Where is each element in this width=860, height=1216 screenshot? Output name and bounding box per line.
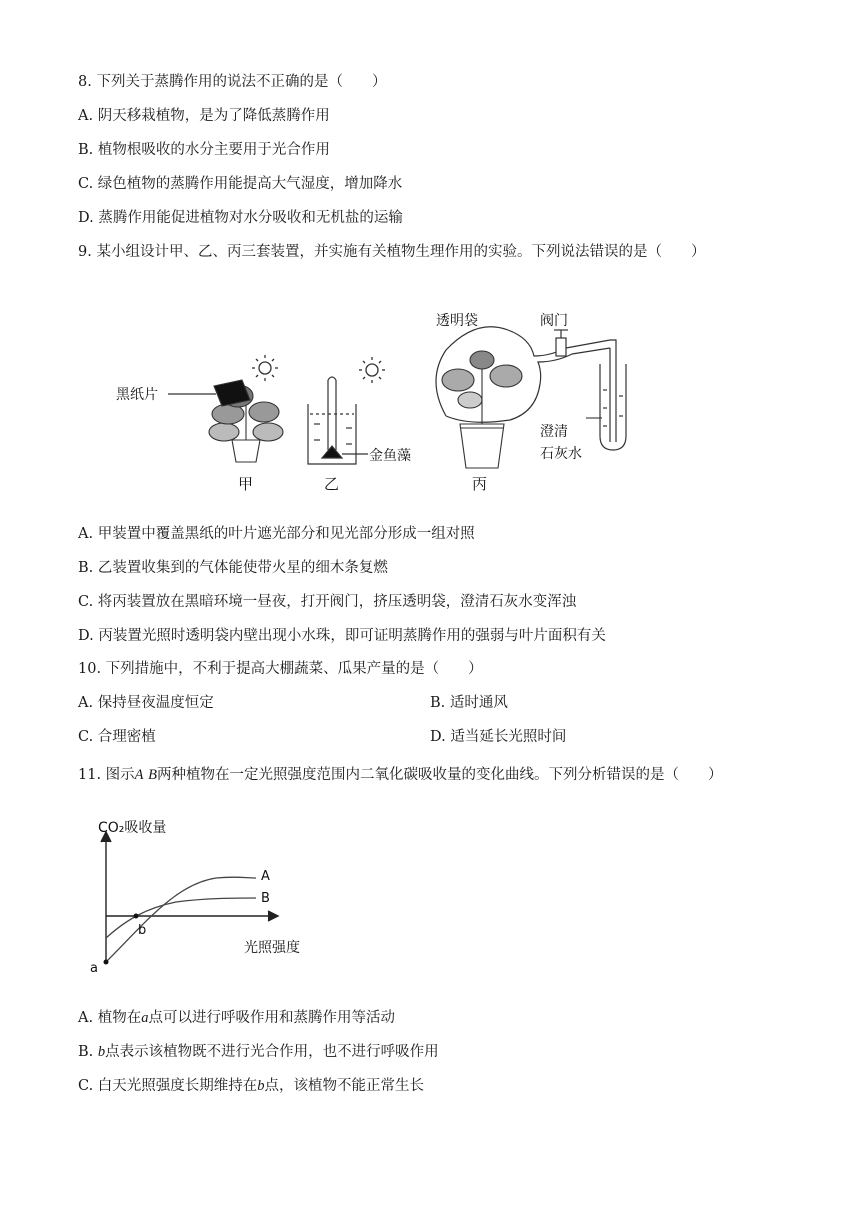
label-jia: 甲	[238, 475, 254, 493]
y-axis-label: CO₂吸收量	[98, 820, 167, 836]
q11-option-c-suffix: 点，该植物不能正常生长	[264, 1078, 425, 1094]
label-hornwort: 金鱼藻	[369, 448, 411, 464]
q11-option-a-var: a	[141, 1010, 149, 1026]
q11-option-c	[78, 1076, 424, 1096]
q10-option-b: B. 适时通风	[430, 695, 508, 711]
potted-plant-bing	[442, 351, 522, 468]
label-bag: 透明袋	[436, 313, 478, 329]
q8-option-c: C. 绿色植物的蒸腾作用能提高大气湿度，增加降水	[78, 176, 403, 192]
point-b-label: b	[138, 923, 147, 938]
q9-option-c: C. 将丙装置放在黑暗环境一昼夜，打开阀门，挤压透明袋，澄清石灰水变浑浊	[78, 594, 577, 610]
q9-stem: 9. 某小组设计甲、乙、丙三套装置，并实施有关植物生理作用的实验。下列说法错误的是（ ）	[78, 244, 706, 260]
q10-stem: 10. 下列措施中，不利于提高大棚蔬菜、瓜果产量的是（ ）	[78, 661, 483, 677]
q11-stem-suffix: 两种植物在一定光照强度范围内二氧化碳吸收量的变化曲线。下列分析错误的是（ ）	[157, 767, 723, 783]
curve-a-line	[106, 877, 256, 962]
q11-co2-curve-figure	[86, 812, 326, 982]
valve-icon	[554, 330, 568, 356]
q9-experiment-figure	[110, 300, 630, 500]
q11-option-c-var: b	[257, 1078, 265, 1094]
curve-b-label: B	[261, 891, 270, 906]
label-black-paper: 黑纸片	[116, 387, 158, 403]
q8-stem: 8. 下列关于蒸腾作用的说法不正确的是（ ）	[78, 74, 387, 90]
label-valve: 阀门	[540, 313, 568, 329]
q11-stem	[78, 765, 723, 785]
point-b-dot	[134, 914, 139, 919]
label-yi: 乙	[324, 475, 340, 493]
q10-option-c: C. 合理密植	[78, 729, 156, 745]
q11-stem-var-b: B	[148, 767, 157, 783]
label-limewater-line1: 澄清	[540, 424, 568, 440]
q11-option-b-prefix: B.	[78, 1044, 98, 1060]
label-bing: 丙	[472, 475, 488, 493]
q11-option-a-suffix: 点可以进行呼吸作用和蒸腾作用等活动	[148, 1010, 395, 1026]
q11-stem-prefix: 11. 图示	[78, 767, 135, 783]
curve-b-line	[106, 898, 256, 938]
q9-option-a: A. 甲装置中覆盖黑纸的叶片遮光部分和见光部分形成一组对照	[78, 526, 475, 542]
q11-option-a-prefix: A. 植物在	[78, 1010, 142, 1026]
potted-plant-jia	[209, 380, 283, 462]
q11-stem-var-a: A	[134, 767, 144, 783]
q9-option-d: D. 丙装置光照时透明袋内壁出现小水珠，即可证明蒸腾作用的强弱与叶片面积有关	[78, 628, 606, 644]
curve-a-label: A	[261, 869, 270, 884]
q8-option-d: D. 蒸腾作用能促进植物对水分吸收和无机盐的运输	[78, 210, 403, 226]
x-axis-label: 光照强度	[244, 940, 300, 956]
q9-option-b: B. 乙装置收集到的气体能使带火星的细木条复燃	[78, 560, 388, 576]
point-a-dot	[104, 960, 109, 965]
beaker-yi	[308, 377, 356, 464]
q8-option-b: B. 植物根吸收的水分主要用于光合作用	[78, 142, 330, 158]
q11-option-c-prefix: C. 白天光照强度长期维持在	[78, 1078, 258, 1094]
sun-icon-yi	[359, 357, 385, 383]
label-limewater-line2: 石灰水	[540, 446, 582, 462]
q11-option-b-var: b	[97, 1044, 106, 1060]
q11-option-b	[78, 1042, 439, 1062]
q11-option-b-suffix: 点表示该植物既不进行光合作用，也不进行呼吸作用	[105, 1044, 439, 1060]
point-a-label: a	[90, 961, 98, 976]
q11-option-a	[78, 1008, 395, 1028]
q8-option-a: A. 阴天移栽植物，是为了降低蒸腾作用	[78, 108, 330, 124]
sun-icon-jia	[252, 355, 278, 381]
q10-option-d: D. 适当延长光照时间	[430, 729, 567, 745]
tube-and-test-tube	[600, 340, 626, 450]
q10-option-a: A. 保持昼夜温度恒定	[78, 695, 214, 711]
